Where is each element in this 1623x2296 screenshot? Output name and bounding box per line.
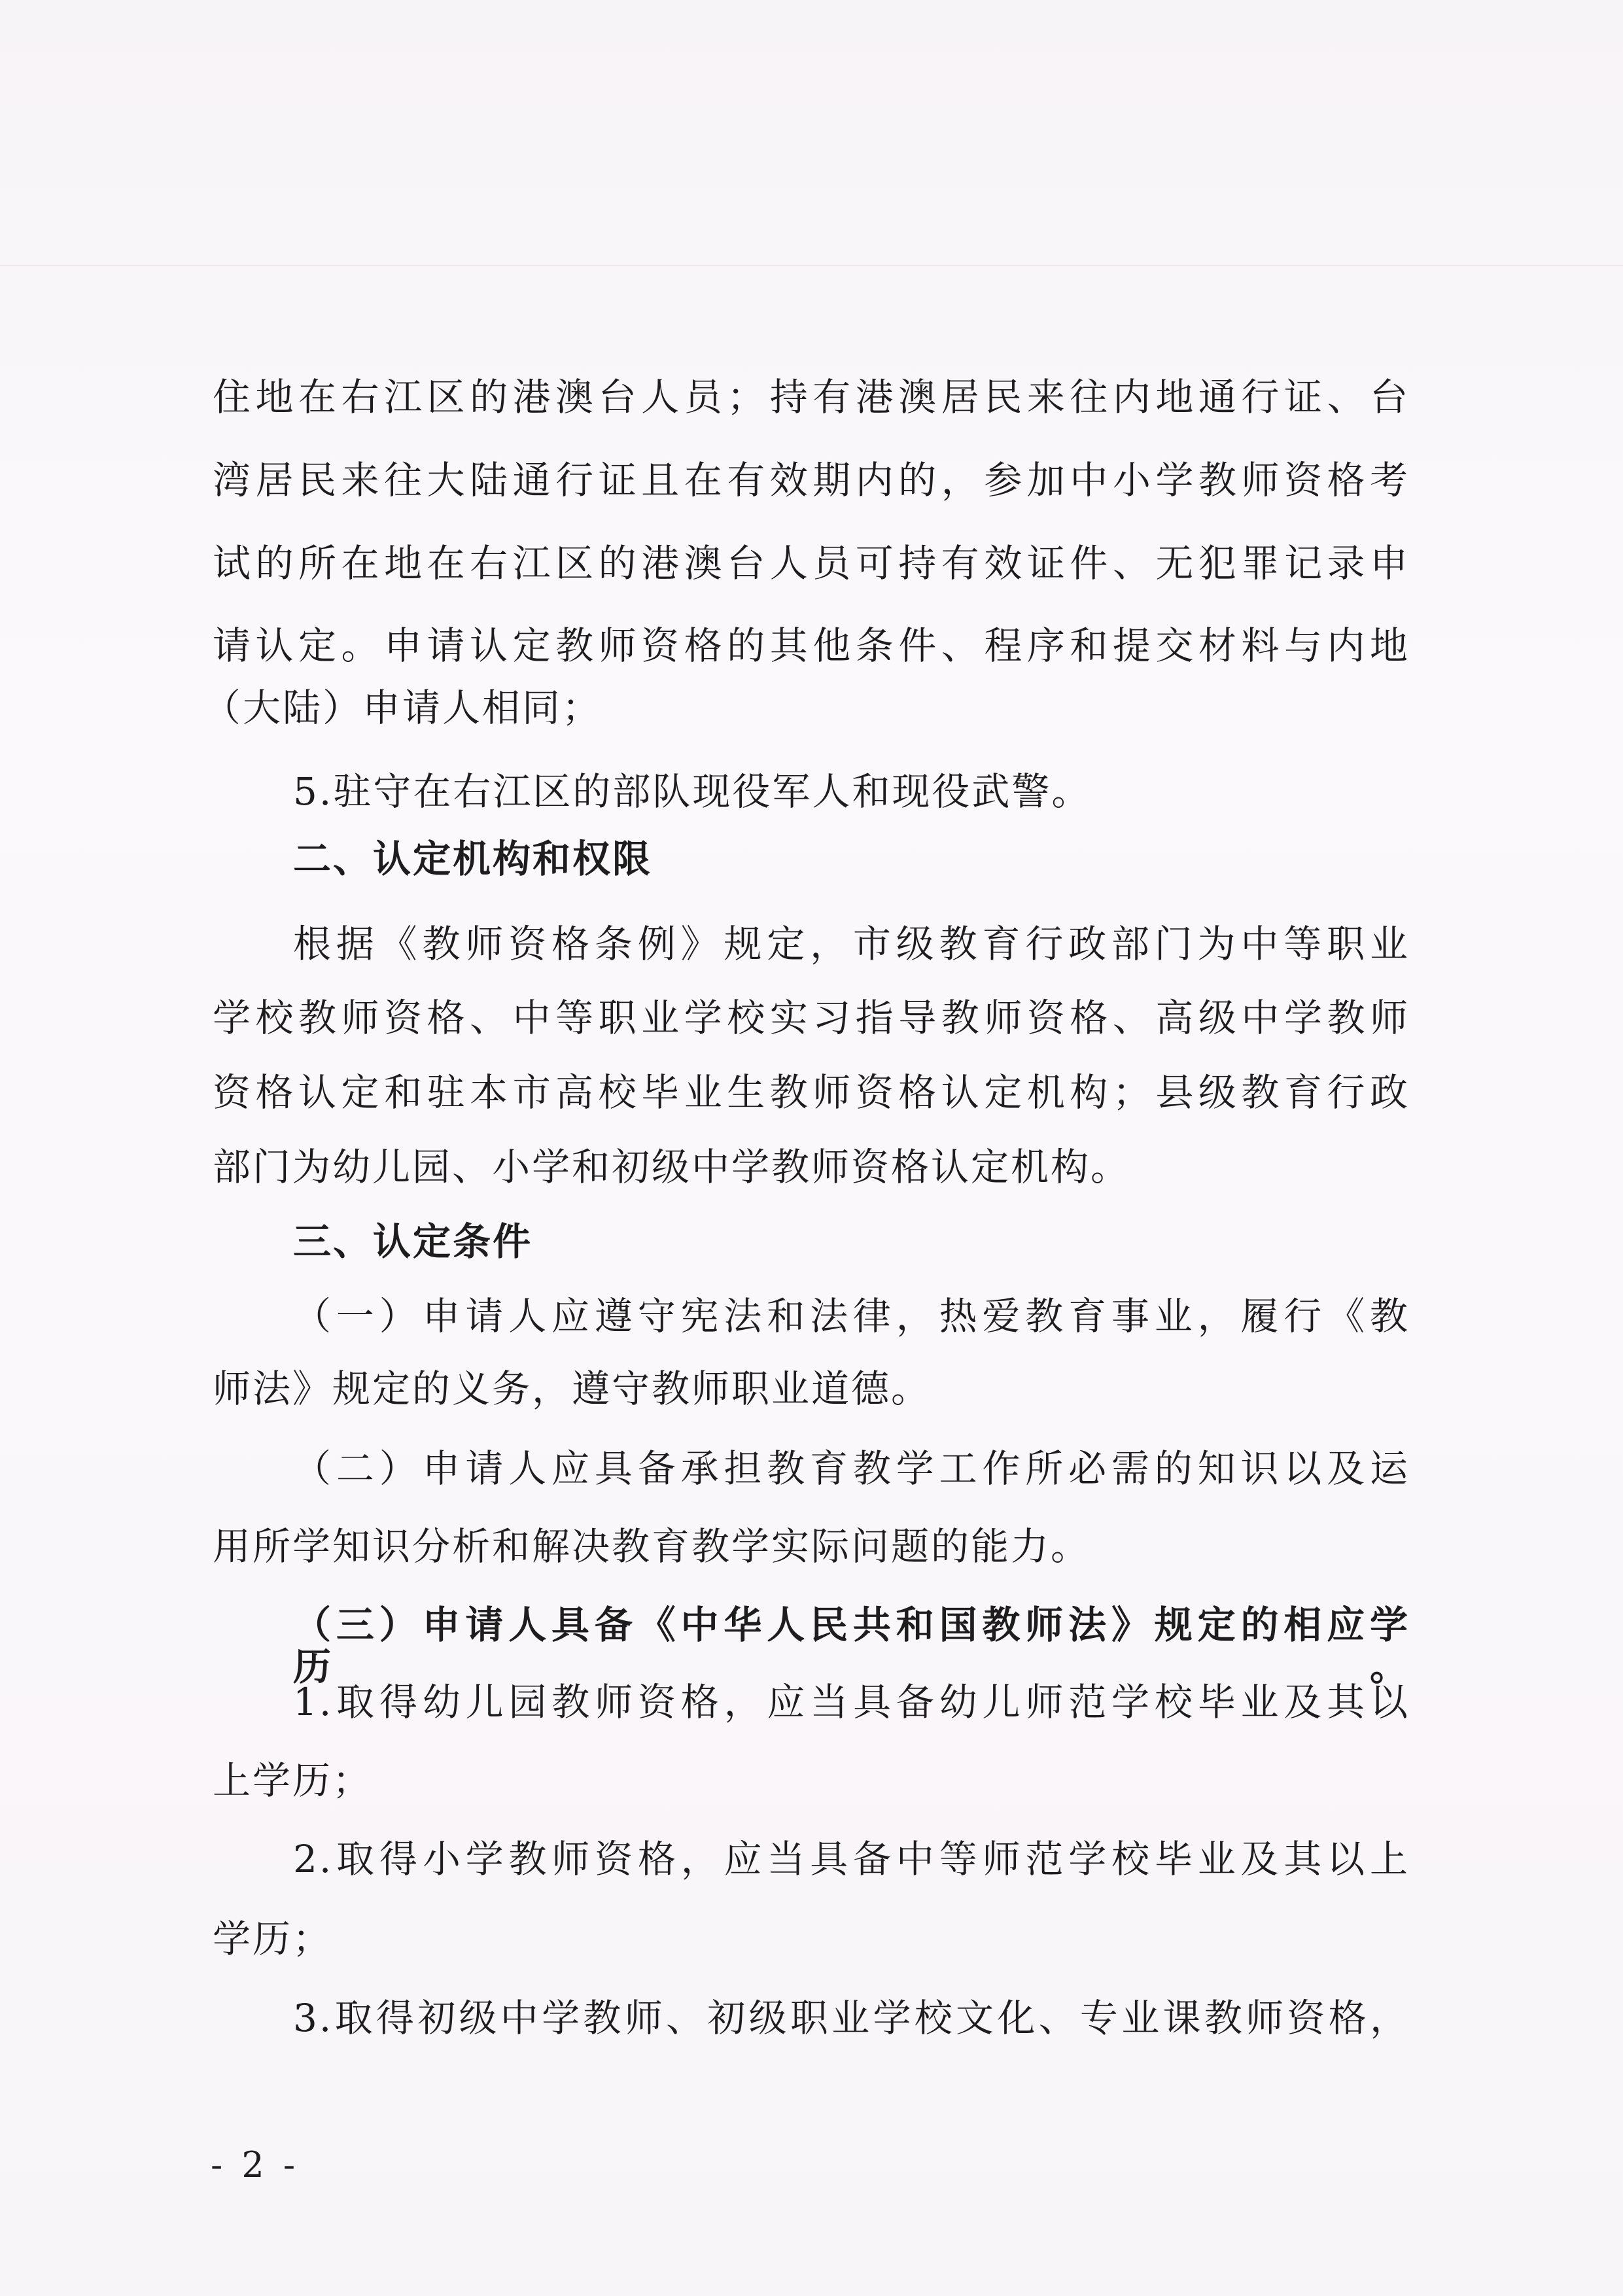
- text-line: 资格认定和驻本市高校毕业生教师资格认定机构；县级教育行政: [213, 1070, 1410, 1115]
- text-line: 用所学知识分析和解决教育教学实际问题的能力。: [213, 1524, 1091, 1569]
- text-line: 学校教师资格、中等职业学校实习指导教师资格、高级中学教师: [213, 996, 1410, 1040]
- text-line: 5.驻守在右江区的部队现役军人和现役武警。: [293, 769, 1092, 814]
- text-line: （大陆）申请人相同；: [203, 686, 602, 730]
- text-line: 学历；: [213, 1917, 333, 1961]
- page-number: - 2 -: [211, 2144, 300, 2185]
- text-line: 根据《教师资格条例》规定，市级教育行政部门为中等职业: [293, 922, 1410, 966]
- bold-line: （三）申请人具备《中华人民共和国教师法》规定的相应学历。: [293, 1603, 1410, 1689]
- text-line: 住地在右江区的港澳台人员；持有港澳居民来往内地通行证、台: [213, 375, 1410, 419]
- text-line: 上学历；: [213, 1758, 373, 1803]
- text-line: 1.取得幼儿园教师资格，应当具备幼儿师范学校毕业及其以: [293, 1680, 1410, 1724]
- text-line: 3.取得初级中学教师、初级职业学校文化、专业课教师资格，: [293, 1996, 1410, 2040]
- text-line: （一）申请人应遵守宪法和法律，热爱教育事业，履行《教: [293, 1294, 1410, 1338]
- text-line: 湾居民来往大陆通行证且在有效期内的，参加中小学教师资格考: [213, 458, 1410, 502]
- section-heading: 二、认定机构和权限: [293, 837, 653, 881]
- text-line: 请认定。申请认定教师资格的其他条件、程序和提交材料与内地: [213, 623, 1410, 668]
- scan-fold-line: [0, 265, 1623, 266]
- text-line: 师法》规定的义务，遵守教师职业道德。: [213, 1366, 932, 1411]
- text-line: 2.取得小学教师资格，应当具备中等师范学校毕业及其以上: [293, 1837, 1410, 1881]
- text-line: 试的所在地在右江区的港澳台人员可持有效证件、无犯罪记录申: [213, 541, 1410, 585]
- section-heading: 三、认定条件: [293, 1219, 533, 1264]
- text-line: （二）申请人应具备承担教育教学工作所必需的知识以及运: [293, 1446, 1410, 1491]
- text-line: 部门为幼儿园、小学和初级中学教师资格认定机构。: [213, 1145, 1131, 1189]
